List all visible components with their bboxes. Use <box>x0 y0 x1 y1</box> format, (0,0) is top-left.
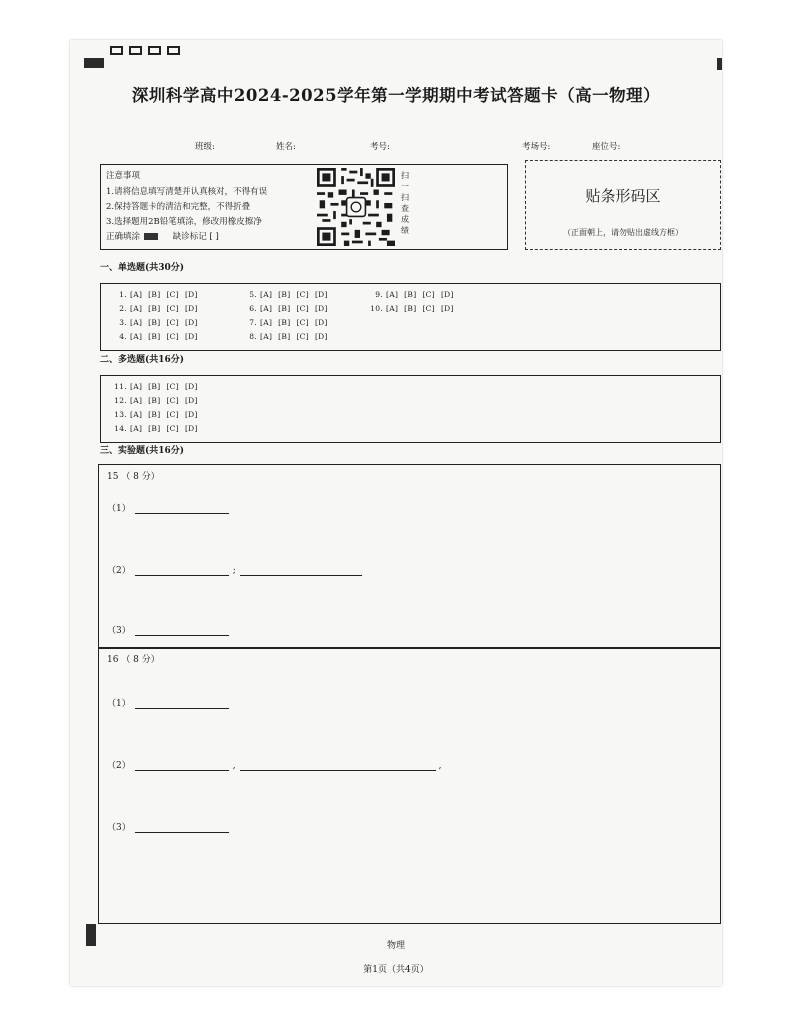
option-c[interactable]: [C] <box>296 332 309 341</box>
question-row[interactable] <box>369 290 460 299</box>
qr-side-char: 成 <box>401 215 409 224</box>
option-a[interactable]: [A] <box>130 304 143 313</box>
option-d[interactable]: [D] <box>440 290 454 299</box>
registration-box <box>148 46 161 55</box>
option-c[interactable]: [C] <box>296 304 309 313</box>
option-d[interactable]: [D] <box>184 396 198 405</box>
notice-box <box>100 164 508 250</box>
q16-sub1 <box>107 696 229 709</box>
question-number: 10. <box>370 304 383 313</box>
question-15-box <box>98 464 721 649</box>
exam-no-label: 考号: <box>370 142 390 152</box>
option-c[interactable]: [C] <box>166 410 179 419</box>
q15-sub2 <box>107 563 362 576</box>
question-number: 4. <box>119 332 127 341</box>
option-c[interactable]: [C] <box>166 318 179 327</box>
room-label: 考场号: <box>522 142 551 152</box>
option-b[interactable]: [B] <box>278 290 291 299</box>
question-row[interactable] <box>243 290 334 299</box>
alignment-mark-top-right <box>717 58 722 70</box>
registration-box <box>167 46 180 55</box>
option-a[interactable]: [A] <box>260 332 273 341</box>
option-c[interactable]: [C] <box>166 290 179 299</box>
page-title: 深圳科学高中2024-2025学年第一学期期中考试答题卡（高一物理） <box>131 86 661 105</box>
question-number: 1. <box>119 290 127 299</box>
filled-mark-icon <box>144 233 158 240</box>
option-a[interactable]: [A] <box>130 318 143 327</box>
option-d[interactable]: [D] <box>314 304 328 313</box>
option-d[interactable]: [D] <box>440 304 454 313</box>
option-c[interactable]: [C] <box>166 396 179 405</box>
qr-side-char: 扫 <box>401 193 409 202</box>
answer-blank[interactable] <box>240 761 436 771</box>
question-number: 6. <box>249 304 257 313</box>
option-c[interactable]: [C] <box>166 382 179 391</box>
option-a[interactable]: [A] <box>130 382 143 391</box>
alignment-mark-top-left <box>84 58 104 68</box>
single-choice-box <box>100 283 721 351</box>
question-row[interactable] <box>113 304 204 313</box>
question-number: 13. <box>114 410 127 419</box>
option-c[interactable]: [C] <box>422 290 435 299</box>
option-b[interactable]: [B] <box>278 318 291 327</box>
registration-box <box>129 46 142 55</box>
fill-example <box>106 230 219 242</box>
question-number: 2. <box>119 304 127 313</box>
q15-sub1 <box>107 501 229 514</box>
question-row[interactable] <box>113 332 204 341</box>
question-row[interactable] <box>113 318 204 327</box>
option-c[interactable]: [C] <box>296 318 309 327</box>
answer-blank[interactable] <box>135 823 229 833</box>
qr-side-text <box>399 170 411 236</box>
notice-title: 注意事项 <box>106 171 141 181</box>
question-number: 14. <box>114 424 127 433</box>
name-label: 姓名: <box>276 142 296 152</box>
option-b[interactable]: [B] <box>148 424 161 433</box>
option-b[interactable]: [B] <box>148 396 161 405</box>
question-row[interactable] <box>113 424 204 433</box>
q16-sub3 <box>107 820 229 833</box>
option-b[interactable]: [B] <box>148 290 161 299</box>
footer-subject: 物理 <box>386 941 405 951</box>
question-row[interactable] <box>243 332 334 341</box>
option-b[interactable]: [B] <box>278 304 291 313</box>
question-row[interactable] <box>113 396 204 405</box>
registration-box <box>110 46 123 55</box>
correct-fill-label: 正确填涂 <box>106 232 141 242</box>
option-c[interactable]: [C] <box>166 304 179 313</box>
answer-blank[interactable] <box>135 761 229 771</box>
option-a[interactable]: [A] <box>386 304 399 313</box>
option-d[interactable]: [D] <box>184 318 198 327</box>
option-c[interactable]: [C] <box>166 332 179 341</box>
barcode-area <box>525 160 721 250</box>
notice-item: 3.选择题用2B铅笔填涂，修改用橡皮擦净 <box>106 217 262 227</box>
option-d[interactable]: [D] <box>184 410 198 419</box>
answer-blank[interactable] <box>240 566 362 576</box>
answer-blank[interactable] <box>135 699 229 709</box>
option-a[interactable]: [A] <box>260 318 273 327</box>
question-row[interactable] <box>113 410 204 419</box>
question-number: 11. <box>114 382 127 391</box>
notice-item: 1.请将信息填写清楚并认真核对，不得有误 <box>106 187 268 197</box>
section-title-multi: 二、多选题(共16分) <box>100 355 185 365</box>
answer-sheet <box>70 40 722 986</box>
question-number: 3. <box>119 318 127 327</box>
sub-label: （1） <box>107 699 131 709</box>
sub-label: （1） <box>107 504 131 514</box>
option-d[interactable]: [D] <box>184 332 198 341</box>
question-row[interactable] <box>243 318 334 327</box>
option-d[interactable]: [D] <box>314 318 328 327</box>
q16-sub2 <box>107 758 441 771</box>
qr-side-char: 扫 <box>401 171 409 180</box>
footer-page: 第1页（共4页） <box>363 965 429 975</box>
option-a[interactable]: [A] <box>130 396 143 405</box>
registration-boxes <box>110 46 180 55</box>
option-a[interactable]: [A] <box>130 424 143 433</box>
qr-code-icon <box>317 168 395 246</box>
question-row[interactable] <box>369 304 460 313</box>
question-16-box <box>98 647 721 924</box>
option-d[interactable]: [D] <box>184 290 198 299</box>
option-d[interactable]: [D] <box>184 304 198 313</box>
sub-label: （3） <box>107 626 131 636</box>
option-b[interactable]: [B] <box>404 290 417 299</box>
barcode-title: 贴条形码区 <box>585 187 661 205</box>
option-a[interactable]: [A] <box>386 290 399 299</box>
option-c[interactable]: [C] <box>422 304 435 313</box>
sub-label: （3） <box>107 823 131 833</box>
question-number: 5. <box>249 290 257 299</box>
question-row[interactable] <box>243 304 334 313</box>
option-b[interactable]: [B] <box>148 318 161 327</box>
separator: ; <box>232 566 236 576</box>
multi-choice-box <box>100 375 721 443</box>
class-label: 班级: <box>195 142 215 152</box>
section-title-experiment: 三、实验题(共16分) <box>100 446 185 456</box>
option-a[interactable]: [A] <box>260 290 273 299</box>
option-d[interactable]: [D] <box>314 290 328 299</box>
option-b[interactable]: [B] <box>148 332 161 341</box>
option-b[interactable]: [B] <box>148 304 161 313</box>
option-a[interactable]: [A] <box>260 304 273 313</box>
option-a[interactable]: [A] <box>130 332 143 341</box>
qr-side-char: 一 <box>401 182 409 191</box>
section-title-single: 一、单选题(共30分) <box>100 263 185 273</box>
q15-sub3 <box>107 623 229 636</box>
option-d[interactable]: [D] <box>184 424 198 433</box>
option-d[interactable]: [D] <box>314 332 328 341</box>
question-number: 7. <box>249 318 257 327</box>
question-number: 12. <box>114 396 127 405</box>
absent-mark-label: 缺诊标记 [ ] <box>172 232 219 242</box>
barcode-note: （正面朝上，请勿贴出虚线方框） <box>563 228 683 237</box>
option-a[interactable]: [A] <box>130 410 143 419</box>
option-a[interactable]: [A] <box>130 290 143 299</box>
answer-blank[interactable] <box>135 566 229 576</box>
option-b[interactable]: [B] <box>148 382 161 391</box>
question-number: 8. <box>249 332 257 341</box>
option-b[interactable]: [B] <box>404 304 417 313</box>
option-b[interactable]: [B] <box>278 332 291 341</box>
sub-label: （2） <box>107 566 131 576</box>
sub-label: （2） <box>107 761 131 771</box>
question-16-header: 16 （ 8 分） <box>107 655 160 665</box>
option-d[interactable]: [D] <box>184 382 198 391</box>
question-15-header: 15 （ 8 分） <box>107 472 160 482</box>
notice-item: 2.保持答题卡的清洁和完整，不得折叠 <box>106 202 251 212</box>
qr-side-char: 绩 <box>401 226 409 235</box>
question-number: 9. <box>375 290 383 299</box>
answer-blank[interactable] <box>135 626 229 636</box>
option-c[interactable]: [C] <box>296 290 309 299</box>
qr-side-char: 查 <box>401 204 409 213</box>
option-c[interactable]: [C] <box>166 424 179 433</box>
question-row[interactable] <box>113 290 204 299</box>
question-row[interactable] <box>113 382 204 391</box>
separator: , <box>232 761 236 771</box>
seat-label: 座位号: <box>592 142 621 152</box>
option-b[interactable]: [B] <box>148 410 161 419</box>
answer-blank[interactable] <box>135 504 229 514</box>
separator: , <box>438 761 442 771</box>
